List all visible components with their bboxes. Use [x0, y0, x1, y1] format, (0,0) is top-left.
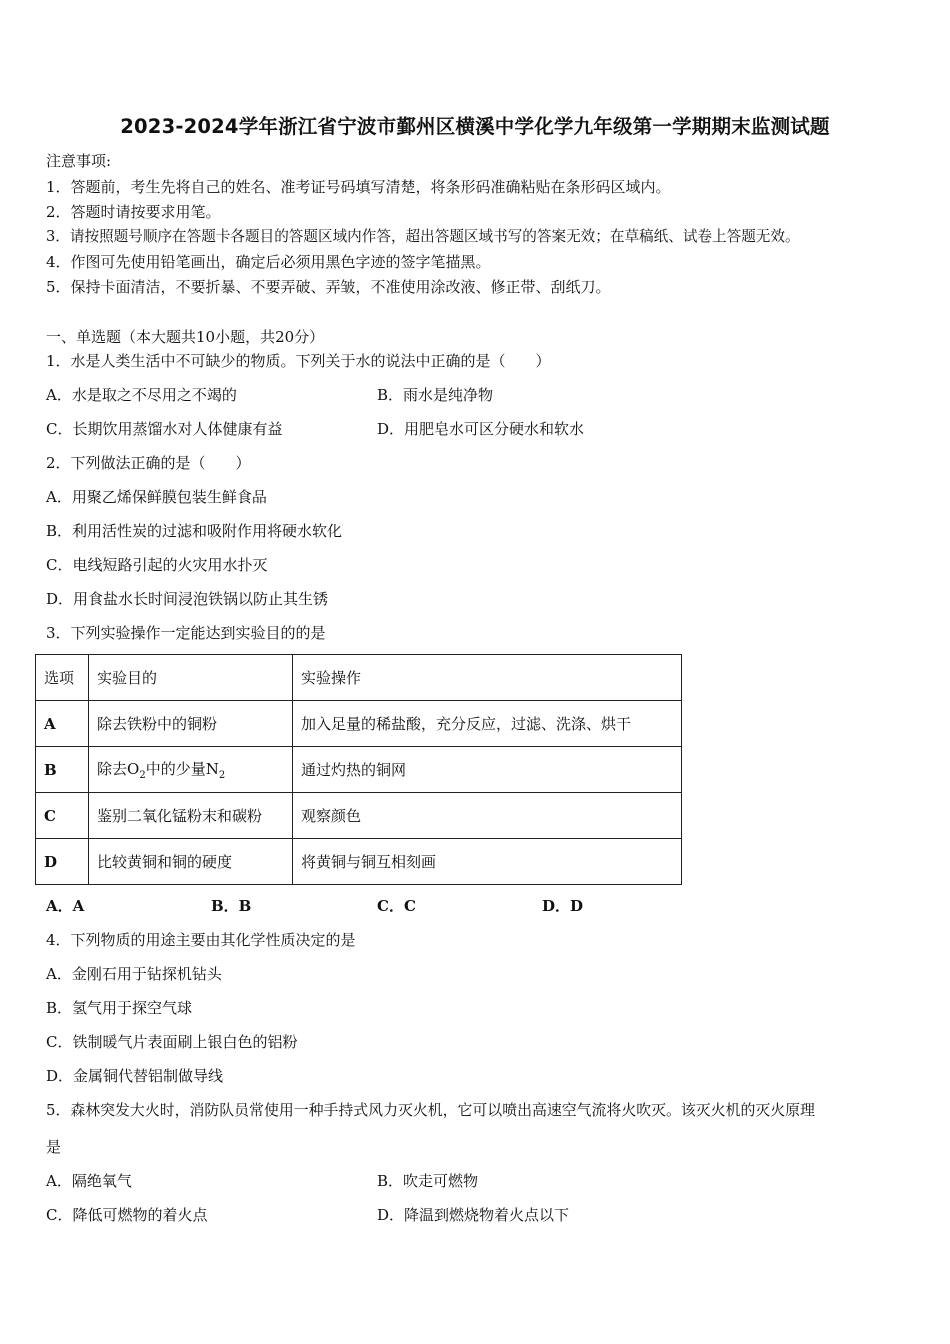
- q2-option-a: A．用聚乙烯保鲜膜包装生鲜食品: [46, 488, 267, 506]
- row-purpose: 除去铁粉中的铜粉: [89, 701, 293, 747]
- header-option: 选项: [36, 655, 89, 701]
- q4-option-a: A．金刚石用于钻探机钻头: [46, 965, 222, 983]
- q1-stem: 1．水是人类生活中不可缺少的物质。下列关于水的说法中正确的是（ ）: [46, 352, 551, 370]
- exam-title: 2023-2024学年浙江省宁波市鄞州区横溪中学化学九年级第一学期期末监测试题: [120, 115, 830, 138]
- section-heading: 一、单选题（本大题共10小题，共20分）: [46, 328, 325, 346]
- table-row: [36, 793, 682, 839]
- row-operation: 通过灼热的铜网: [293, 747, 682, 793]
- row-option: C: [36, 793, 89, 839]
- q2-option-d: D．用食盐水长时间浸泡铁锅以防止其生锈: [46, 590, 329, 608]
- subscript-2: 2: [218, 770, 226, 781]
- q2-option-c: C．电线短路引起的火灾用水扑灭: [46, 556, 268, 574]
- q3-option-d: D．D: [542, 897, 584, 915]
- subscript-1: 2: [139, 770, 146, 781]
- q4-option-d: D．金属铜代替铝制做导线: [46, 1067, 224, 1085]
- row-purpose: 比较黄铜和铜的硬度: [89, 839, 293, 885]
- row-operation: 将黄铜与铜互相刻画: [293, 839, 682, 885]
- notice-item-5: 5．保持卡面清洁，不要折暴、不要弄破、弄皱，不准使用涂改液、修正带、刮纸刀。: [46, 278, 611, 296]
- q4-stem: 4．下列物质的用途主要由其化学性质决定的是: [46, 931, 356, 949]
- row-operation: 加入足量的稀盐酸，充分反应，过滤、洗涤、烘干: [293, 701, 682, 747]
- q1-option-c: C．长期饮用蒸馏水对人体健康有益: [46, 420, 283, 438]
- q4-option-c: C．铁制暖气片表面刷上银白色的铝粉: [46, 1033, 298, 1051]
- q3-option-c: C．C: [377, 897, 416, 915]
- notice-item-3: 3．请按照题号顺序在答题卡各题目的答题区域内作答，超出答题区域书写的答案无效；在草稿纸、试卷上答题无效。: [46, 228, 800, 245]
- q5-stem-line2: 是: [46, 1138, 62, 1156]
- q1-option-d: D．用肥皂水可区分硬水和软水: [377, 420, 585, 438]
- row-purpose: 鉴别二氧化锰粉末和碳粉: [89, 793, 293, 839]
- q4-option-b: B．氢气用于探空气球: [46, 999, 193, 1017]
- notice-item-4: 4．作图可先使用铅笔画出，确定后必须用黑色字迹的签字笔描黑。: [46, 253, 491, 271]
- q5-option-a: A．隔绝氧气: [46, 1172, 132, 1190]
- purpose-text-1: 除去O: [97, 760, 140, 778]
- header-operation: 实验操作: [293, 655, 682, 701]
- q5-option-b: B．吹走可燃物: [377, 1172, 479, 1190]
- row-option: A: [36, 701, 89, 747]
- row-option: B: [36, 747, 89, 793]
- table-row: [36, 747, 682, 793]
- q5-stem-line1: 5．森林突发大火时，消防队员常使用一种手持式风力灭火机，它可以喷出高速空气流将火吹灭。该灭火机的灭火原理: [46, 1101, 815, 1119]
- notice-item-1: 1．答题前，考生先将自己的姓名、准考证号码填写清楚，将条形码准确粘贴在条形码区域内。: [46, 178, 671, 196]
- row-operation: 观察颜色: [293, 793, 682, 839]
- q1-option-b: B．雨水是纯净物: [377, 386, 494, 404]
- row-option: D: [36, 839, 89, 885]
- q1-option-a: A．水是取之不尽用之不竭的: [46, 386, 237, 404]
- q2-option-b: B．利用活性炭的过滤和吸附作用将硬水软化: [46, 522, 343, 540]
- q5-option-c: C．降低可燃物的着火点: [46, 1206, 208, 1224]
- q3-stem: 3．下列实验操作一定能达到实验目的的是: [46, 624, 326, 642]
- table-row: [36, 839, 682, 885]
- table-row: [36, 701, 682, 747]
- q3-option-b: B．B: [211, 897, 252, 915]
- row-purpose: [89, 747, 293, 793]
- q5-option-d: D．降温到燃烧物着火点以下: [377, 1206, 570, 1224]
- q2-stem: 2．下列做法正确的是（ ）: [46, 454, 251, 472]
- notice-heading: 注意事项:: [46, 152, 112, 170]
- notice-item-2: 2．答题时请按要求用笔。: [46, 203, 221, 221]
- q3-option-a: A．A: [46, 897, 85, 915]
- q3-table: [35, 654, 682, 885]
- purpose-text-2: 中的少量N: [145, 760, 219, 778]
- header-purpose: 实验目的: [89, 655, 293, 701]
- table-header-row: [36, 655, 682, 701]
